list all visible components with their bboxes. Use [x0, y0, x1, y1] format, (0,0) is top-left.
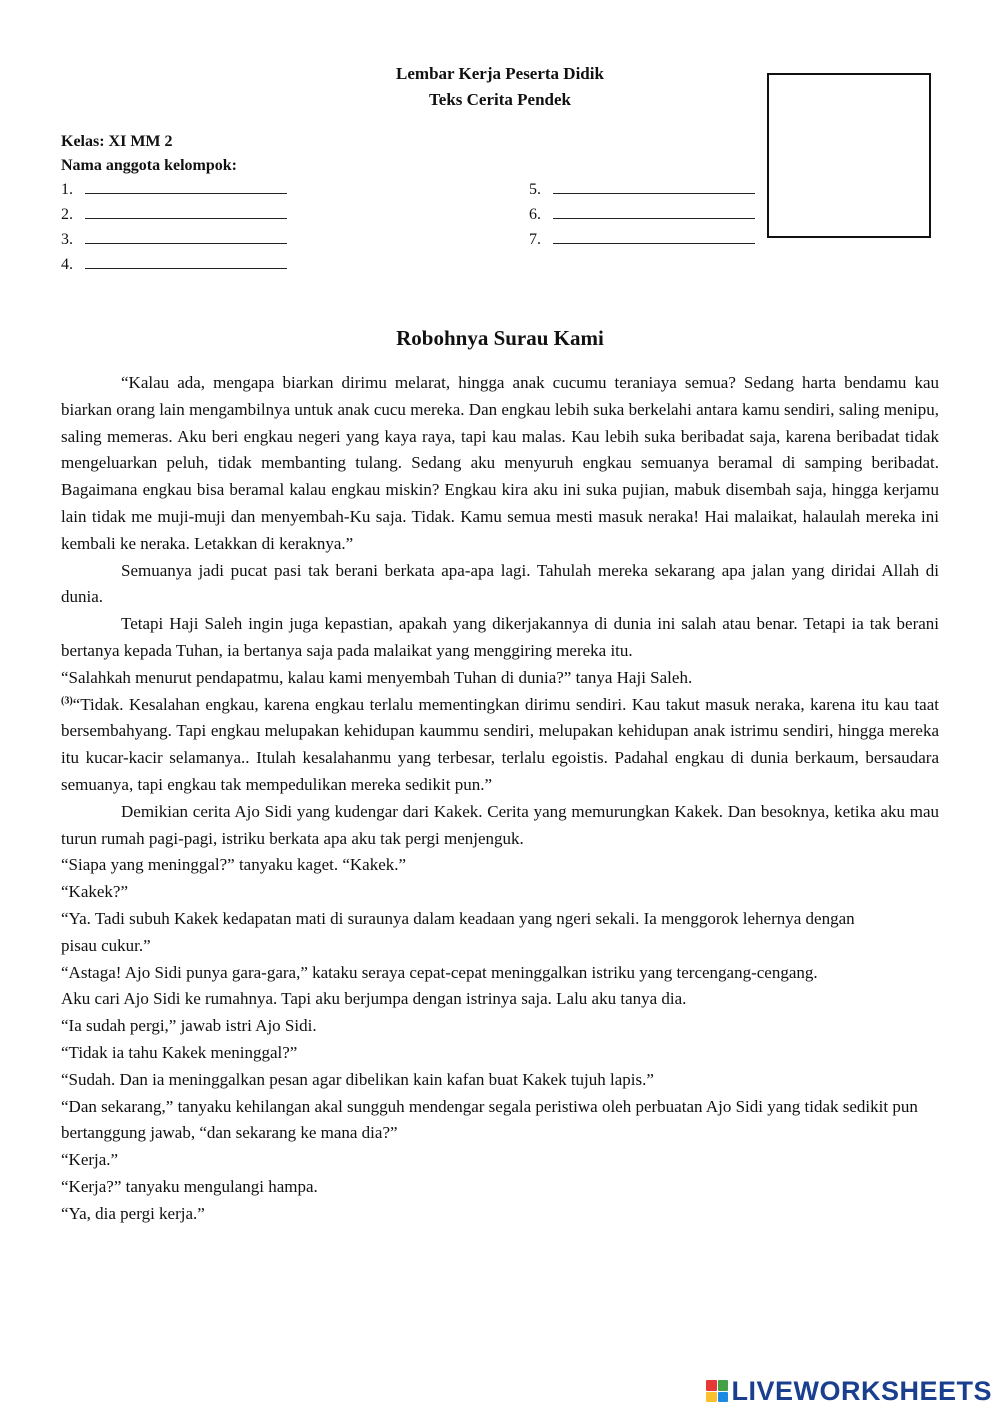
- member-entry: [529, 228, 755, 252]
- member-number: 5.: [529, 181, 541, 198]
- worksheet-subtitle: Teks Cerita Pendek: [429, 90, 571, 109]
- story-paragraph: “Ya, dia pergi kerja.”: [61, 1203, 205, 1223]
- story-paragraph-text: “Tidak. Kesalahan engkau, karena engkau terlalu mementingkan dirimu sendiri. Kau takut masuk neraka, karena itu kau taat bersembahyang. Tapi engkau melupakan kehidupan kaummu sendiri, melupakan kehidupan anak istrimu sendiri, hingga mereka itu kucar-kacir selamanya.. Itulah kesalahanmu yang terbesar, terlalu egoistis. Padahal engkau di dunia berkaum, bersaudara semuanya, tapi engkau tak mempedulikan mereka sedikit pun.”: [61, 694, 939, 794]
- story-paragraph: “Kerja.”: [61, 1150, 119, 1170]
- story-paragraph: “Kerja?” tanyaku mengulangi hampa.: [61, 1176, 318, 1196]
- member-number: 2.: [61, 206, 73, 223]
- story-paragraph: Demikian cerita Ajo Sidi yang kudengar dari Kakek. Cerita yang memurungkan Kakek. Dan besoknya, ketika aku mau turun rumah pagi-pagi, istriku berkata apa aku tak pergi menjenguk.: [61, 801, 939, 848]
- member-name-blank[interactable]: [553, 203, 755, 219]
- liveworksheets-wordmark: LIVEWORKSHEETS: [731, 1376, 992, 1406]
- member-number: 6.: [529, 206, 541, 223]
- story-paragraph: “Salahkah menurut pendapatmu, kalau kami menyembah Tuhan di dunia?” tanya Haji Saleh.: [61, 667, 693, 687]
- member-name-blank[interactable]: [85, 178, 287, 194]
- logo-square-red: [706, 1380, 717, 1391]
- member-name-blank[interactable]: [553, 228, 755, 244]
- story-paragraph: [61, 692, 939, 799]
- story-paragraph: Semuanya jadi pucat pasi tak berani berkata apa-apa lagi. Tahulah mereka sekarang apa jalan yang diridai Allah di dunia.: [61, 560, 939, 607]
- member-entry: [61, 178, 287, 202]
- story-paragraph: “Astaga! Ajo Sidi punya gara-gara,” kataku seraya cepat-cepat meninggalkan istriku yang tercengang-cengang.: [61, 962, 818, 982]
- photo-box: [767, 73, 931, 238]
- story-title: Robohnya Surau Kami: [396, 326, 604, 350]
- member-entry: [529, 178, 755, 202]
- story-paragraph: “Dan sekarang,” tanyaku kehilangan akal sungguh mendengar segala peristiwa oleh perbuatan Ajo Sidi yang tidak sedikit pun bertanggung jawab, “dan sekarang ke mana dia?”: [61, 1096, 918, 1143]
- story-paragraph: “Kalau ada, mengapa biarkan dirimu melarat, hingga anak cucumu teraniaya semua? Sedang harta bendamu kau biarkan orang lain mengambilnya untuk anak cucu mereka. Dan engkau lebih suka berkelahi antara kamu sendiri, saling menipu, saling memeras. Aku beri engkau negeri yang kaya raya, tapi kau malas. Kau lebih suka beribadat saja, karena beribadat tidak mengeluarkan peluh, tidak membanting tulang. Sedang aku menyuruh engkau semuanya beramal di samping beribadat. Bagaimana engkau bisa beramal kalau engkau miskin? Engkau kira aku ini suka pujian, mabuk disembah saja, hingga kerjamu lain tidak me muji-muji dan menyembah-Ku saja. Tidak. Kamu semua mesti masuk neraka! Hai malaikat, halaulah mereka ini kembali ke neraka. Letakkan di keraknya.”: [61, 373, 939, 553]
- member-number: 4.: [61, 256, 73, 273]
- footnote-marker: (3): [61, 694, 73, 706]
- story-paragraph: “Tidak ia tahu Kakek meninggal?”: [61, 1042, 298, 1062]
- member-entry: [61, 228, 287, 252]
- story-paragraph: “Sudah. Dan ia meninggalkan pesan agar dibelikan kain kafan buat Kakek tujuh lapis.”: [61, 1069, 654, 1089]
- worksheet-title: Lembar Kerja Peserta Didik: [396, 64, 604, 83]
- story-paragraph: “Kakek?”: [61, 882, 129, 902]
- group-members-label: Nama anggota kelompok:: [61, 157, 238, 174]
- story-paragraph: Tetapi Haji Saleh ingin juga kepastian, apakah yang dikerjakannya di dunia ini salah atau benar. Tetapi ia tak berani bertanya kepada Tuhan, ia bertanya saja pada malaikat yang menggiring mereka itu.: [61, 614, 939, 660]
- logo-square-green: [718, 1380, 729, 1391]
- logo-square-blue: [718, 1392, 729, 1403]
- member-number: 7.: [529, 231, 541, 248]
- member-name-blank[interactable]: [85, 203, 287, 219]
- member-name-blank[interactable]: [85, 253, 287, 269]
- member-entry: [529, 203, 755, 227]
- liveworksheets-logo[interactable]: [706, 1376, 992, 1406]
- story-paragraph: “Siapa yang meninggal?” tanyaku kaget. “Kakek.”: [61, 855, 407, 875]
- liveworksheets-icon: [706, 1380, 728, 1402]
- member-entry: [61, 203, 287, 227]
- member-number: 3.: [61, 231, 73, 248]
- member-number: 1.: [61, 181, 73, 198]
- logo-square-yellow: [706, 1392, 717, 1403]
- story-paragraph: “Ia sudah pergi,” jawab istri Ajo Sidi.: [61, 1016, 317, 1036]
- class-label: Kelas: XI MM 2: [61, 133, 173, 150]
- member-name-blank[interactable]: [553, 178, 755, 194]
- story-body: [61, 370, 939, 1228]
- member-entry: [61, 253, 287, 277]
- story-paragraph: “Ya. Tadi subuh Kakek kedapatan mati di suraunya dalam keadaan yang ngeri sekali. Ia menggorok lehernya dengan pisau cukur.”: [61, 908, 855, 955]
- story-paragraph: Aku cari Ajo Sidi ke rumahnya. Tapi aku berjumpa dengan istrinya saja. Lalu aku tanya dia.: [61, 989, 687, 1009]
- member-name-blank[interactable]: [85, 228, 287, 244]
